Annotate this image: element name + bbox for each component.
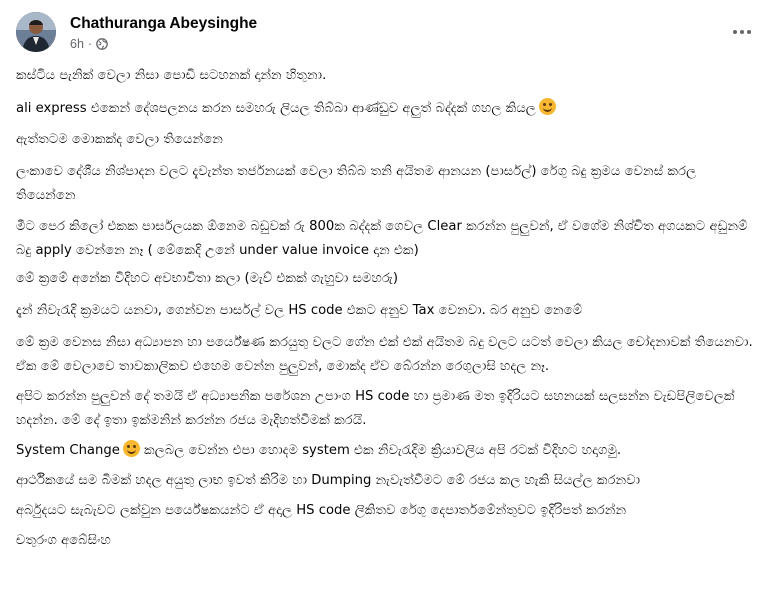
post-paragraph [16, 529, 756, 553]
paragraph-text: අර්බුදයට සැබැවට ලක්වුන පර්යේෂකයන්ට ඒ අදාල HS code ලිකිතව රේගු දෙපාර්තමේන්තුවට ඉදිරිපත් කරන්න [16, 503, 627, 518]
paragraph-text: මේ ක්‍රමේ අනේක විදිහට අවභාවිතා කලා (මැව් එකක් ගැහුවා සමහරු) [16, 271, 398, 286]
more-options-icon[interactable] [724, 18, 760, 46]
paragraph-text: ali express එකෙන් දේශපලනය කරන සමහරු ලියල තිබ්බා ආණ්ඩුව අලුත් බද්දක් ගහල කියල [16, 101, 536, 116]
paragraph-text: ලංකාවෙ දේශීය නිශ්පාදන වලට දැවැන්ත තර්ජනයක් වෙලා තිබ්බ තනි අයිතම ආනයන (පාර්සල්) රේගු බදු ක්‍රමය වෙනස් කරල තියෙන්නෙ [16, 164, 697, 203]
post-paragraph [16, 439, 756, 463]
post-time[interactable]: 6h [70, 37, 84, 51]
post-meta [70, 37, 108, 51]
paragraph-text: දැන් නිවැරැදි ක්‍රමයට යනවා, ගෙන්වන පාර්සල් වල HS code එකට අනුව Tax වෙනවා. බර අනුව නෙමේ [16, 303, 583, 318]
paragraph-text: ආර්ථිකයේ සම බිමක් හදල අයුතු ලාභ ඉවත් කිරිම හා Dumping නැවැත්වීමට මේ රජය කල හැකි සියල්ල කරනවා [16, 473, 641, 488]
post-paragraph [16, 299, 756, 323]
post-body [16, 64, 756, 553]
author-name[interactable]: Chathuranga Abeysinghe [70, 15, 258, 32]
post-paragraph [16, 97, 756, 121]
dot [733, 30, 737, 34]
paragraph-text: මීට පෙර කිලෝ එකක පාර්සලයක ඕනෙම බඩුවක් රු 800ක බද්දක් ගෙවල Clear කරන්න පුලුවන්, ඒ වගේම නිශ්චිත අගයකට අඩුනම් බදු apply වෙන්නෙ නෑ ( මේකෙදි උනේ under value invoice දාන එක) [16, 219, 748, 258]
paragraph-text: චතුරංග අබේසිංහ [16, 533, 111, 548]
paragraph-text: ඇත්තටම මොකක්ද වෙලා තියෙන්නෙ [16, 132, 223, 147]
meta-separator: · [87, 37, 93, 51]
dot [740, 30, 744, 34]
globe-icon[interactable] [96, 38, 108, 50]
paragraph-text: System Change [16, 443, 120, 458]
avatar-image [16, 12, 56, 52]
post-header [16, 12, 760, 56]
post-paragraph [16, 499, 756, 523]
post-paragraph [16, 160, 756, 208]
paragraph-text: කස්ටිය පැනික් වෙලා නිසා පොඩි සටහනක් දාන්න හිතුනා. [16, 68, 327, 83]
post-paragraph [16, 469, 756, 493]
post-paragraph [16, 331, 756, 379]
smiling-face-icon [123, 440, 140, 457]
post-paragraph [16, 385, 756, 433]
post-paragraph [16, 215, 756, 263]
smiling-face-icon [539, 98, 556, 115]
paragraph-text: මේ ක්‍රම වෙනස නිසා අධ්‍යාපන හා පර්යේෂණ කරයුතු වලට ගේන එක් එක් අයිතම බදු වලට යටත් වෙලා කියල චෝදනාවක් තියෙනවා. ඒක මේ වෙලාවෙ තාවකාලිකව එහෙම වෙන්න පුලුවන්, මොක්ද ඒව බේරන්න රෙගුලාසි හදල නෑ. [16, 335, 753, 374]
dot [747, 30, 751, 34]
paragraph-text: අපිට කරන්න පුලුවන් දේ තමයි ඒ අධ්‍යාපනික පරේශන උපාංග HS code හා ප්‍රමාණ මත ඉදිරියට සහනයක් සලසන්න වැඩපිලිවෙලක් හදන්න. මේ දේ ඉතා ඉක්මනින් කරන්න රජය මැදිහත්වීමක් කරයි. [16, 389, 735, 428]
avatar[interactable] [16, 12, 56, 52]
post-paragraph [16, 267, 756, 291]
post-paragraph [16, 64, 756, 88]
paragraph-text-continued: කලබල වෙන්න එපා හොදම system එක නිවැරැදිම ක්‍රියාවලිය අපි රටක් විදිහට හදාගමු. [139, 443, 622, 458]
post-paragraph [16, 128, 756, 152]
